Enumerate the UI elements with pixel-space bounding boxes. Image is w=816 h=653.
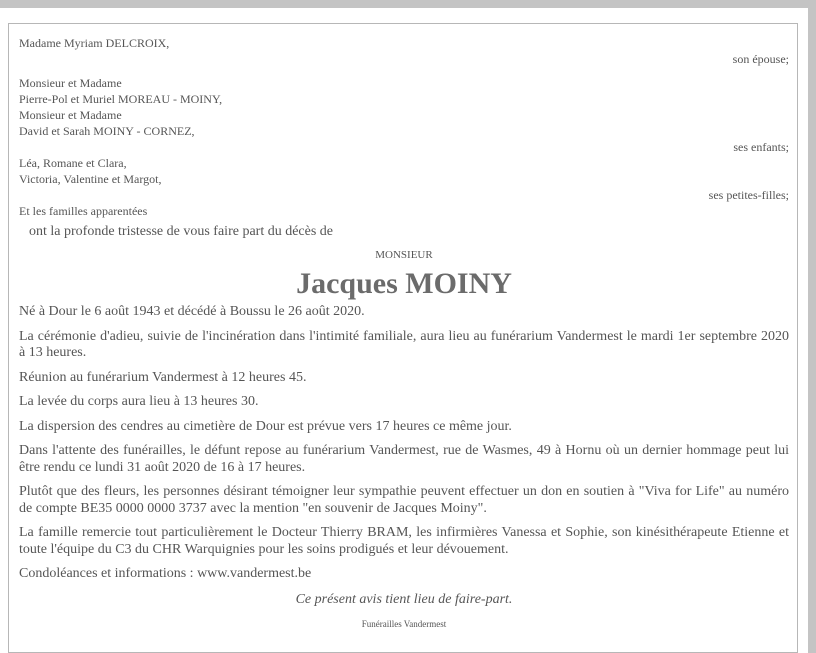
visitation-paragraph: Dans l'attente des funérailles, le défunt repose au funérarium Vandermest, rue de Wasmes, 49 à Hornu où un dernier hommage peut lui être rendu ce lundi 31 août 2020 de 16 à 17 heures.	[19, 443, 789, 475]
deceased-name: Jacques MOINY	[296, 267, 512, 300]
departure-paragraph: La levée du corps aura lieu à 13 heures 30.	[19, 394, 259, 409]
ceremony-paragraph: La cérémonie d'adieu, suivie de l'incinération dans l'intimité familiale, aura lieu au funérarium Vandermest le mardi 1er septembre 2020 à 13 heures.	[19, 328, 789, 360]
spacer	[19, 67, 789, 75]
ashes-paragraph: La dispersion des cendres au cimetière de Dour est prévue vers 17 heures ce même jour.	[19, 418, 512, 434]
children-line: Monsieur et Madame	[19, 76, 122, 90]
children-line: David et Sarah MOINY - CORNEZ,	[19, 124, 195, 138]
children-role: ses enfants;	[733, 140, 789, 154]
condolences-paragraph: Condoléances et informations : www.vandermest.be	[19, 566, 312, 581]
meeting-paragraph: Réunion au funérarium Vandermest à 12 heures 45.	[19, 369, 307, 385]
donation-paragraph: Plutôt que des fleurs, les personnes désirant témoigner leur sympathie peuvent effectuer un don en soutien à "Viva for Life" au numéro de compte BE35 0000 0000 3737 avec la mention "en souvenir de Jacques Moiny".	[19, 484, 789, 516]
spouse-role: son épouse;	[732, 52, 789, 66]
funeral-home-footer: Funérailles Vandermest	[361, 618, 447, 629]
related-families: Et les familles apparentées	[19, 204, 148, 218]
thanks-paragraph: La famille remercie tout particulièrement le Docteur Thierry BRAM, les infirmières Vanessa et Sophie, son kinésithérapeute Etienne et toute l'équipe du C3 du CHR Warquignies pour les soins prodigués et leur dévouement.	[19, 525, 789, 557]
children-line: Pierre-Pol et Muriel MOREAU - MOINY,	[19, 92, 223, 106]
grandchildren-line: Léa, Romane et Clara,	[19, 156, 127, 170]
obituary-card	[8, 23, 798, 653]
announcement-intro: ont la profonde tristesse de vous faire part du décès de	[29, 224, 334, 239]
honorific: MONSIEUR	[375, 249, 433, 261]
obituary-content	[19, 35, 789, 630]
children-line: Monsieur et Madame	[19, 108, 122, 122]
grandchildren-line: Victoria, Valentine et Margot,	[19, 172, 162, 186]
birth-death-paragraph: Né à Dour le 6 août 1943 et décédé à Boussu le 26 août 2020.	[19, 304, 365, 319]
closing-note: Ce présent avis tient lieu de faire-part.	[295, 591, 513, 607]
grandchildren-role: ses petites-filles;	[708, 188, 789, 202]
spouse-name: Madame Myriam DELCROIX,	[19, 36, 170, 50]
